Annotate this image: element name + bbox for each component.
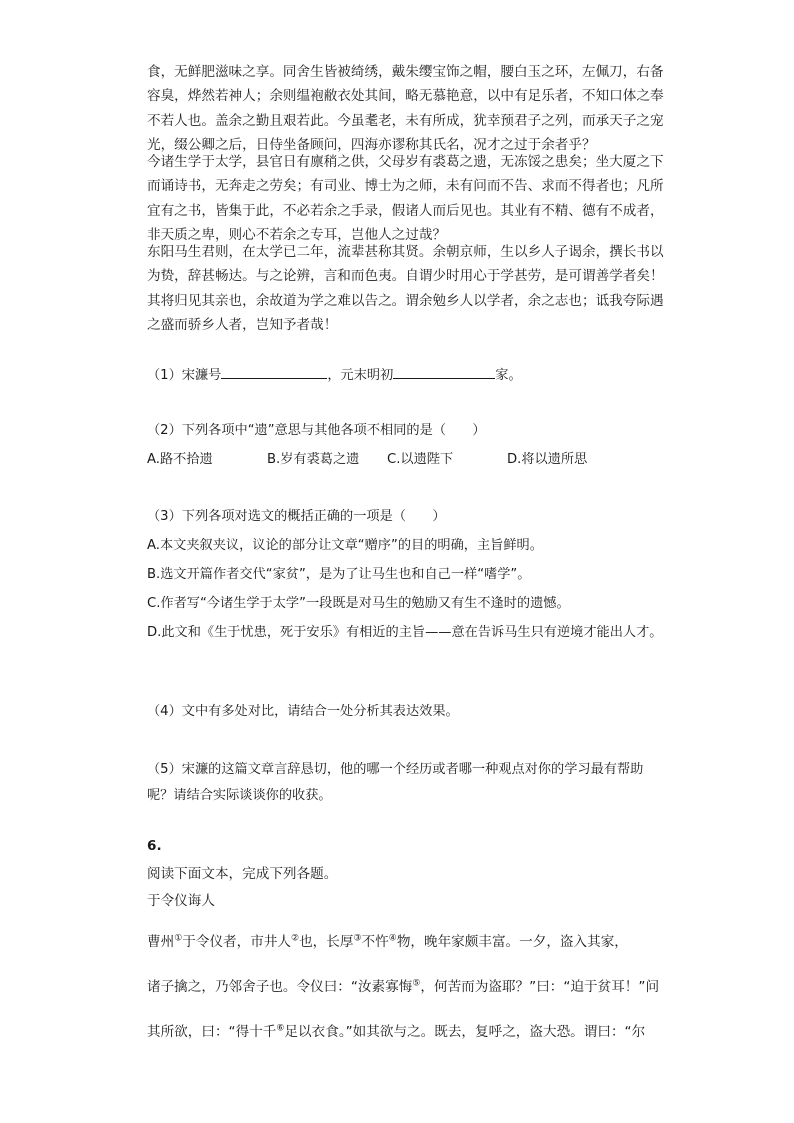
question-3-stem: （3）下列各项对选文的概括正确的一项是（ ） [147, 509, 446, 524]
question-3-option-b[interactable]: B.选文开篇作者交代“家贫”，是为了让马生也和自己一样“嗜学”。 [147, 567, 531, 582]
question-5: （5）宋濂的这篇文章言辞恳切，他的哪一个经历或者哪一种观点对你的学习最有帮助呢？请结合实际谈谈你的收获。 [147, 762, 644, 803]
passage-paragraph-3: 东阳马生君则，在太学已二年，流辈甚称其贤。余朝京师，生以乡人子谒余，撰长书以为贽，辞甚畅达。与之论辨，言和而色夷。自谓少时用心于学甚劳，是可谓善学者矣！其将归见其亲也，余故道为学之难以告之。谓余勉乡人以学者，余之志也；诋我夸际遇之盛而骄乡人者，岂知予者哉！ [147, 244, 664, 334]
footnote-marker-4: ④ [388, 933, 397, 944]
question-2-option-c[interactable]: C.以遗陛下 [387, 452, 454, 467]
question-2-options [147, 449, 667, 471]
question-2-stem: （2）下列各项中“遗”意思与其他各项不相同的是（ ） [147, 423, 486, 438]
question-3-option-c[interactable]: C.作者写“今诸生学于太学”一段既是对马生的勉励又有生不逢时的遗憾。 [147, 596, 570, 611]
classical-text-line-1: 曹州①于令仪者，市井人②也，长厚③不忤④物，晚年家颇丰富。一夕，盗入其家， [147, 933, 628, 950]
question-3-option-a[interactable]: A.本文夹叙夹议，议论的部分让文章“赠序”的目的明确，主旨鲜明。 [147, 538, 543, 553]
question-4: （4）文中有多处对比，请结合一处分析其表达效果。 [147, 704, 459, 719]
question-1-prefix: （1）宋濂号 [147, 368, 222, 383]
passage-title: 于令仪诲人 [147, 893, 215, 909]
footnote-marker-2: ② [291, 933, 300, 944]
footnote-marker-6: ⑥ [276, 1023, 285, 1034]
question-1-middle: ，元末明初 [327, 368, 394, 383]
answer-blank-1[interactable] [221, 364, 327, 379]
section-6-instruction: 阅读下面文本，完成下列各题。 [147, 866, 338, 882]
footnote-marker-1: ① [174, 933, 183, 944]
footnote-marker-3: ③ [353, 933, 362, 944]
question-2-option-b[interactable]: B.岁有裘葛之遗 [267, 452, 360, 467]
question-1-suffix: 家。 [495, 368, 522, 383]
passage-paragraph-2: 今诸生学于太学，县官日有廪稍之供，父母岁有裘葛之遗，无冻馁之患矣；坐大厦之下而诵诗书，无奔走之劳矣；有司业、博士为之师，未有问而不告、求而不得者也；凡所宜有之书，皆集于此，不必若余之手录，假诸人而后见也。其业有不精、德有不成者，非天质之卑，则心不若余之专耳，岂他人之过哉？ [147, 154, 664, 244]
question-2-option-a[interactable]: A.路不拾遗 [147, 452, 213, 467]
answer-blank-2[interactable] [393, 364, 495, 379]
classical-text-line-3: 其所欲，曰：“得十千⑥足以衣食。”如其欲与之。既去，复呼之，盗大恐。谓曰：“尔 [147, 1023, 646, 1040]
passage-paragraph-1: 食，无鲜肥滋味之享。同舍生皆被绮绣，戴朱缨宝饰之帽，腰白玉之环，左佩刀，右备容臭，烨然若神人；余则缊袍敝衣处其间，略无慕艳意，以中有足乐者，不知口体之奉不若人也。盖余之勤且艰若此。今虽耄老，未有所成，犹幸预君子之列，而承天子之宠光，缀公卿之后，日侍坐备顾问，四海亦谬称其氏名，况才之过于余者乎？ [147, 64, 664, 154]
footnote-marker-5: ⑤ [412, 978, 421, 989]
question-number-6: 6. [147, 838, 162, 854]
question-3-option-d[interactable]: D.此文和《生于忧患，死于安乐》有相近的主旨——意在告诉马生只有逆境才能出人才。 [147, 625, 663, 640]
classical-text-line-2: 诸子擒之，乃邻舍子也。令仪曰：“汝素寡悔⑤，何苦而为盗耶？”曰：“迫于贫耳！”问 [147, 978, 660, 995]
question-2-option-d[interactable]: D.将以遗所思 [507, 452, 588, 467]
question-1 [147, 364, 522, 387]
